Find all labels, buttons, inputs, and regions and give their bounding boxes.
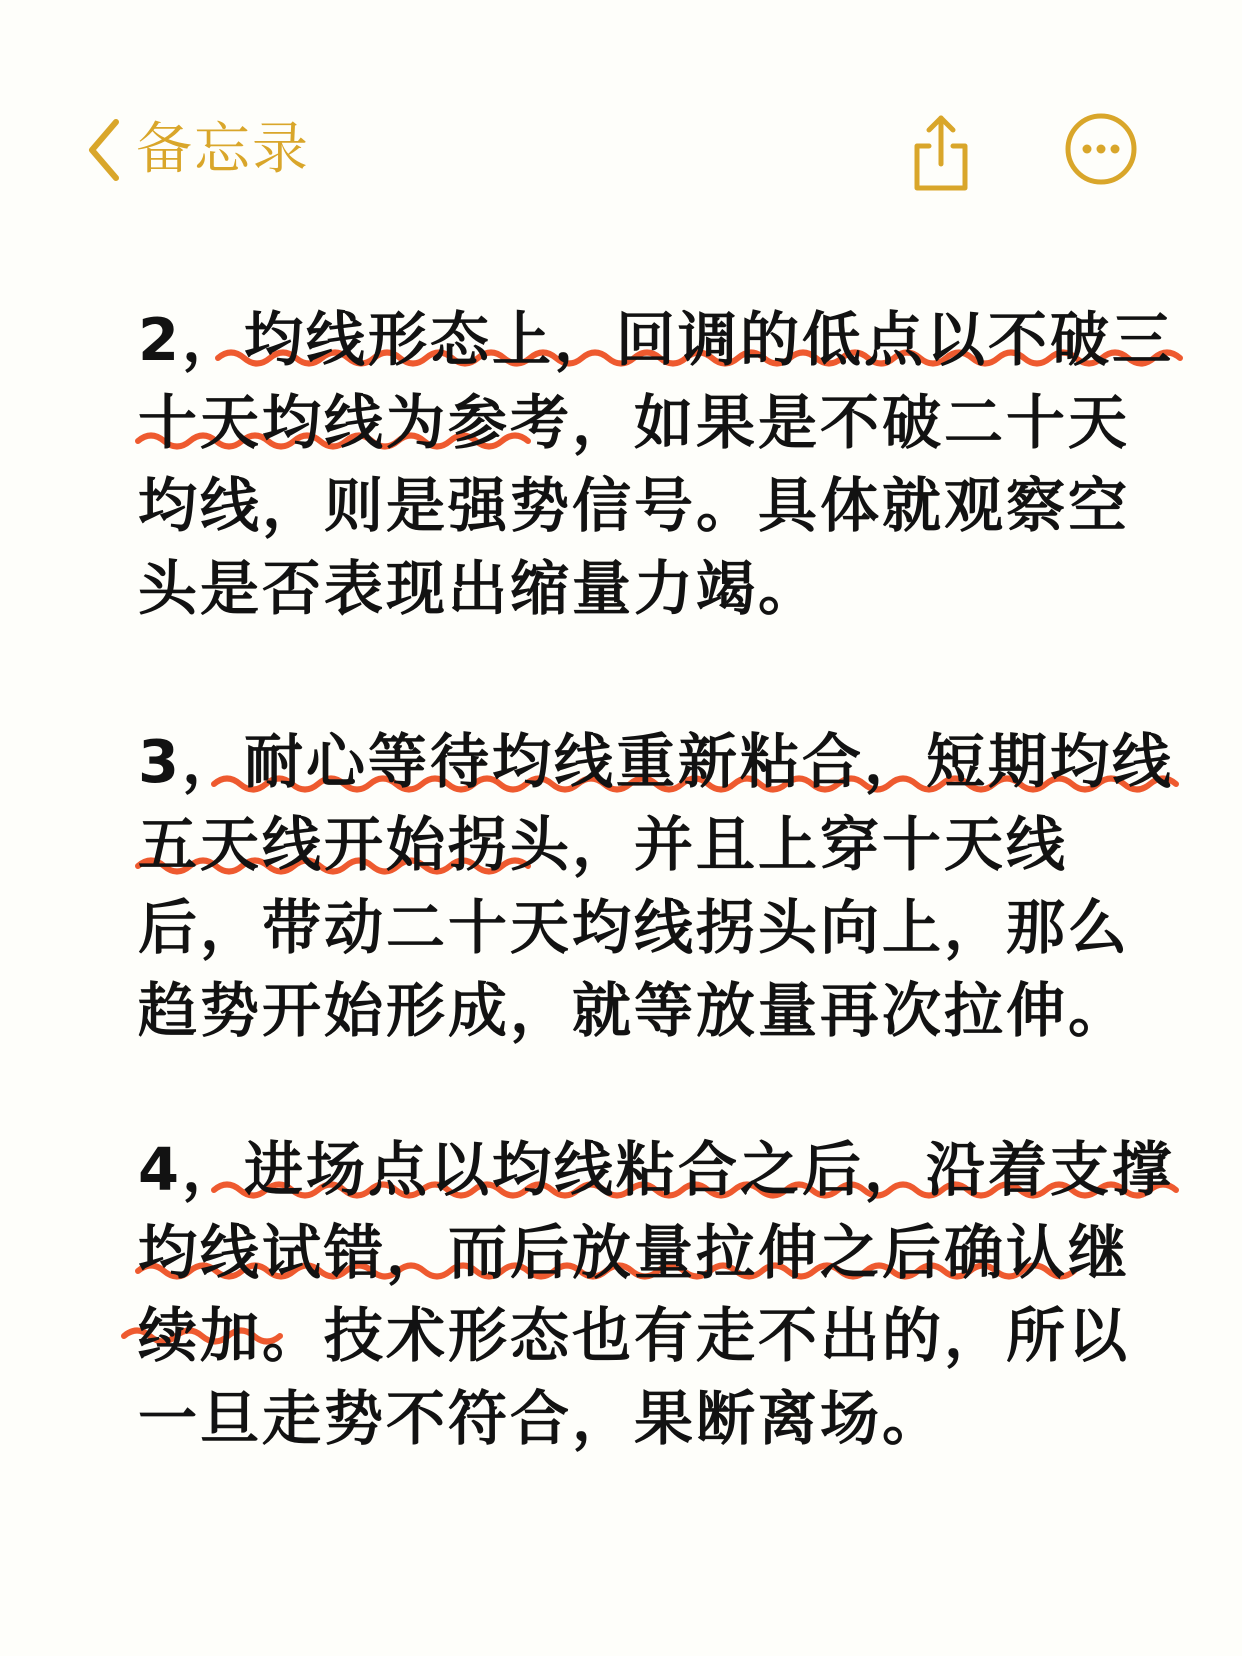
note-line: 十天均线为参考，如果是不破二十天 [138, 388, 1131, 457]
navigation-bar [0, 0, 1242, 300]
note-line: 续加。技术形态也有走不出的，所以 [138, 1301, 1131, 1370]
note-line: 均线试错，而后放量拉伸之后确认继 [138, 1218, 1131, 1287]
note-line: 2，均线形态上，回调的低点以不破三 [138, 305, 1175, 374]
note-line: 一旦走势不符合，果断离场。 [138, 1384, 945, 1453]
note-line: 均线，则是强势信号。具体就观察空 [138, 471, 1131, 540]
note-line: 趋势开始形成，就等放量再次拉伸。 [138, 976, 1131, 1045]
note-line: 头是否表现出缩量力竭。 [138, 554, 821, 623]
note-line: 五天线开始拐头，并且上穿十天线 [138, 810, 1069, 879]
share-icon [905, 112, 977, 192]
back-label: 备忘录 [136, 117, 310, 182]
note-line: 4，进场点以均线粘合之后，沿着支撑 [138, 1135, 1175, 1204]
more-button[interactable] [1064, 112, 1138, 186]
back-button[interactable] [86, 112, 310, 188]
more-icon [1064, 112, 1138, 186]
note-line: 3，耐心等待均线重新粘合，短期均线 [138, 727, 1175, 796]
note-line: 后，带动二十天均线拐头向上，那么 [138, 893, 1131, 962]
chevron-left-icon [86, 118, 122, 182]
share-button[interactable] [905, 112, 977, 192]
